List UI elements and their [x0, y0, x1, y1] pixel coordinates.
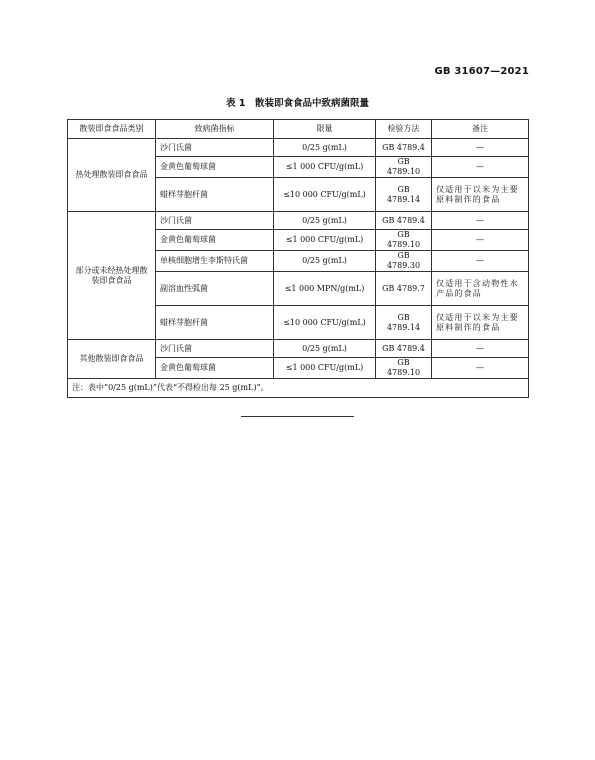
remark-cell: — — [432, 230, 529, 251]
method-cell: GB 4789.10 — [376, 157, 432, 178]
method-cell: GB 4789.14 — [376, 306, 432, 340]
remark-cell: 仅适用于以米为主要原料制作的食品 — [432, 306, 529, 340]
column-header: 限量 — [274, 120, 376, 139]
limit-cell: 0/25 g(mL) — [274, 340, 376, 358]
standard-number: GB 31607—2021 — [434, 66, 529, 77]
table-note-row — [68, 379, 529, 398]
pathogen-cell: 蜡样芽胞杆菌 — [156, 306, 274, 340]
category-cell: 热处理散装即食食品 — [68, 139, 156, 212]
pathogen-cell: 金黄色葡萄球菌 — [156, 157, 274, 178]
table-note: 注：表中“0/25 g(mL)”代表“不得检出每 25 g(mL)”。 — [68, 379, 529, 398]
table-row — [68, 139, 529, 157]
method-cell: GB 4789.4 — [376, 340, 432, 358]
method-cell: GB 4789.4 — [376, 139, 432, 157]
pathogen-cell: 蜡样芽胞杆菌 — [156, 178, 274, 212]
pathogen-cell: 沙门氏菌 — [156, 212, 274, 230]
limit-cell: 0/25 g(mL) — [274, 251, 376, 272]
method-cell: GB 4789.30 — [376, 251, 432, 272]
pathogen-cell: 单核细胞增生李斯特氏菌 — [156, 251, 274, 272]
category-cell: 部分或未经热处理散装即食食品 — [68, 212, 156, 340]
limit-cell: ≤1 000 CFU/g(mL) — [274, 358, 376, 379]
method-cell: GB 4789.10 — [376, 230, 432, 251]
column-header: 致病菌指标 — [156, 120, 274, 139]
table-title: 表 1 散装即食食品中致病菌限量 — [226, 98, 369, 109]
remark-cell: — — [432, 358, 529, 379]
remark-cell: — — [432, 251, 529, 272]
pathogen-cell: 金黄色葡萄球菌 — [156, 358, 274, 379]
table-row — [68, 340, 529, 358]
remark-cell: 仅适用于含动物性水产品的食品 — [432, 272, 529, 306]
method-cell: GB 4789.7 — [376, 272, 432, 306]
limit-cell: ≤1 000 CFU/g(mL) — [274, 230, 376, 251]
pathogen-limits-table — [67, 119, 529, 398]
category-cell: 其他散装即食食品 — [68, 340, 156, 379]
end-rule — [241, 416, 354, 417]
column-header: 检验方法 — [376, 120, 432, 139]
pathogen-cell: 沙门氏菌 — [156, 340, 274, 358]
pathogen-cell: 金黄色葡萄球菌 — [156, 230, 274, 251]
method-cell: GB 4789.10 — [376, 358, 432, 379]
column-header: 备注 — [432, 120, 529, 139]
limit-cell: ≤10 000 CFU/g(mL) — [274, 178, 376, 212]
remark-cell: — — [432, 157, 529, 178]
column-header: 散装即食食品类别 — [68, 120, 156, 139]
remark-cell: — — [432, 340, 529, 358]
limit-cell: ≤1 000 CFU/g(mL) — [274, 157, 376, 178]
limit-cell: 0/25 g(mL) — [274, 212, 376, 230]
table-header-row — [68, 120, 529, 139]
limit-cell: ≤10 000 CFU/g(mL) — [274, 306, 376, 340]
method-cell: GB 4789.14 — [376, 178, 432, 212]
remark-cell: — — [432, 139, 529, 157]
remark-cell: — — [432, 212, 529, 230]
table-row — [68, 212, 529, 230]
pathogen-cell: 副溶血性弧菌 — [156, 272, 274, 306]
pathogen-cell: 沙门氏菌 — [156, 139, 274, 157]
limit-cell: ≤1 000 MPN/g(mL) — [274, 272, 376, 306]
remark-cell: 仅适用于以米为主要原料制作的食品 — [432, 178, 529, 212]
method-cell: GB 4789.4 — [376, 212, 432, 230]
limit-cell: 0/25 g(mL) — [274, 139, 376, 157]
